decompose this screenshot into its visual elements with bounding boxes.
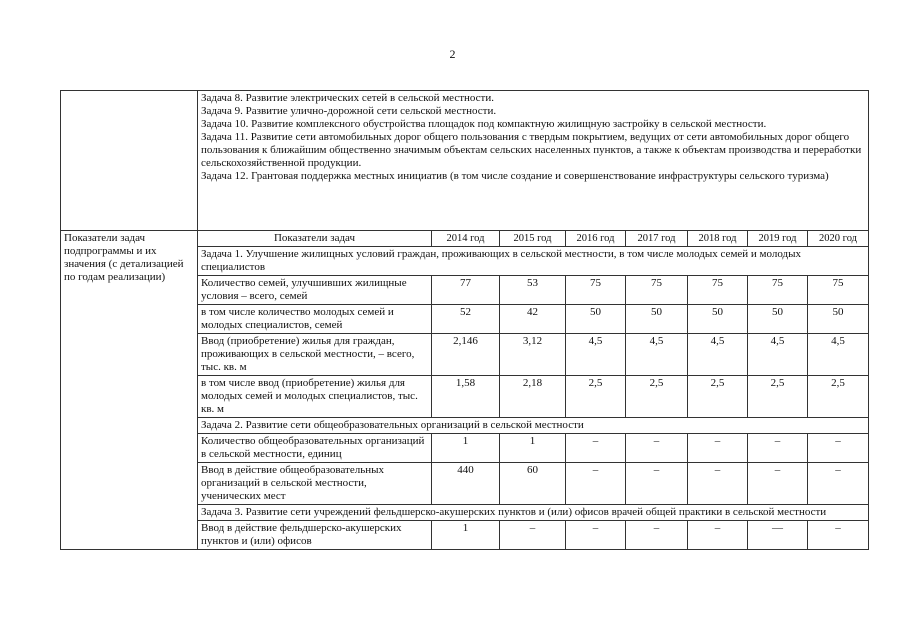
value-cell: —: [748, 521, 808, 550]
value-cell: –: [748, 463, 808, 505]
value-cell: 52: [432, 305, 500, 334]
indicator-label: в том числе количество молодых семей и молодых специалистов, семей: [198, 305, 432, 334]
value-cell: –: [808, 434, 869, 463]
tasks-list-row: [61, 91, 869, 231]
header-year: 2016 год: [566, 231, 626, 247]
value-cell: –: [688, 463, 748, 505]
header-year: 2015 год: [500, 231, 566, 247]
value-cell: 1: [432, 434, 500, 463]
value-cell: 77: [432, 276, 500, 305]
task-heading: Задача 1. Улучшение жилищных условий граждан, проживающих в сельской местности, в том числе молодых семей и молодых специалистов: [198, 247, 869, 276]
value-cell: –: [566, 521, 626, 550]
value-cell: 50: [748, 305, 808, 334]
value-cell: 4,5: [748, 334, 808, 376]
value-cell: –: [748, 434, 808, 463]
value-cell: –: [626, 521, 688, 550]
value-cell: 2,5: [748, 376, 808, 418]
value-cell: –: [500, 521, 566, 550]
value-cell: 440: [432, 463, 500, 505]
value-cell: 2,5: [808, 376, 869, 418]
header-row: [61, 231, 869, 247]
value-cell: –: [808, 463, 869, 505]
task-heading: Задача 3. Развитие сети учреждений фельдшерско-акушерских пунктов и (или) офисов врачей общей практики в сельской местности: [198, 505, 869, 521]
header-year: 2018 год: [688, 231, 748, 247]
indicator-label: в том числе ввод (приобретение) жилья для молодых семей и молодых специалистов, тыс. кв. м: [198, 376, 432, 418]
value-cell: 50: [808, 305, 869, 334]
value-cell: –: [566, 463, 626, 505]
header-year: 2014 год: [432, 231, 500, 247]
value-cell: 1,58: [432, 376, 500, 418]
task-9: Задача 9. Развитие улично-дорожной сети сельской местности.: [201, 105, 497, 117]
value-cell: 2,5: [626, 376, 688, 418]
value-cell: 2,5: [688, 376, 748, 418]
value-cell: 4,5: [808, 334, 869, 376]
value-cell: 4,5: [688, 334, 748, 376]
header-year: 2019 год: [748, 231, 808, 247]
value-cell: 50: [688, 305, 748, 334]
task-10: Задача 10. Развитие комплексного обустройства площадок под компактную жилищную застройку в сельской местности.: [201, 118, 767, 130]
value-cell: 2,146: [432, 334, 500, 376]
indicator-label: Количество семей, улучшивших жилищные условия – всего, семей: [198, 276, 432, 305]
indicator-label: Ввод в действие фельдшерско-акушерских пунктов и (или) офисов: [198, 521, 432, 550]
value-cell: 75: [566, 276, 626, 305]
value-cell: –: [566, 434, 626, 463]
value-cell: 75: [688, 276, 748, 305]
header-year: 2017 год: [626, 231, 688, 247]
value-cell: 3,12: [500, 334, 566, 376]
value-cell: 75: [626, 276, 688, 305]
header-year: 2020 год: [808, 231, 869, 247]
indicator-label: Ввод в действие общеобразовательных организаций в сельской местности, ученических мест: [198, 463, 432, 505]
empty-label-cell: [61, 91, 198, 231]
value-cell: 4,5: [626, 334, 688, 376]
task-8: Задача 8. Развитие электрических сетей в сельской местности.: [201, 92, 494, 104]
value-cell: 4,5: [566, 334, 626, 376]
value-cell: –: [688, 521, 748, 550]
tasks-list: [198, 91, 869, 231]
value-cell: 1: [432, 521, 500, 550]
value-cell: 42: [500, 305, 566, 334]
value-cell: 1: [500, 434, 566, 463]
value-cell: 53: [500, 276, 566, 305]
value-cell: 50: [626, 305, 688, 334]
value-cell: 75: [748, 276, 808, 305]
task-11: Задача 11. Развитие сети автомобильных дорог общего пользования с твердым покрытием, ведущих от сети автомобильных дорог общего пользования к ближайшим общественно значимым объектам сельских населенных пунктов, а также к объектам производства и переработки сельскохозяйственной продукции.: [201, 131, 862, 169]
page-number: 2: [449, 47, 456, 61]
task-12: Задача 12. Грантовая поддержка местных инициатив (в том числе создание и совершенствование инфраструктуры сельского туризма): [201, 170, 829, 182]
value-cell: 60: [500, 463, 566, 505]
value-cell: –: [626, 463, 688, 505]
value-cell: –: [626, 434, 688, 463]
indicator-label: Количество общеобразовательных организаций в сельской местности, единиц: [198, 434, 432, 463]
value-cell: 2,5: [566, 376, 626, 418]
indicators-table: [60, 90, 869, 550]
header-indicator: Показатели задач: [198, 231, 432, 247]
value-cell: –: [808, 521, 869, 550]
value-cell: 50: [566, 305, 626, 334]
task-heading: Задача 2. Развитие сети общеобразовательных организаций в сельской местности: [198, 418, 869, 434]
value-cell: –: [688, 434, 748, 463]
section-label: Показатели задач подпрограммы и их значения (с детализацией по годам реализации): [61, 231, 198, 550]
value-cell: 2,18: [500, 376, 566, 418]
value-cell: 75: [808, 276, 869, 305]
indicator-label: Ввод (приобретение) жилья для граждан, проживающих в сельской местности, – всего, тыс. кв. м: [198, 334, 432, 376]
